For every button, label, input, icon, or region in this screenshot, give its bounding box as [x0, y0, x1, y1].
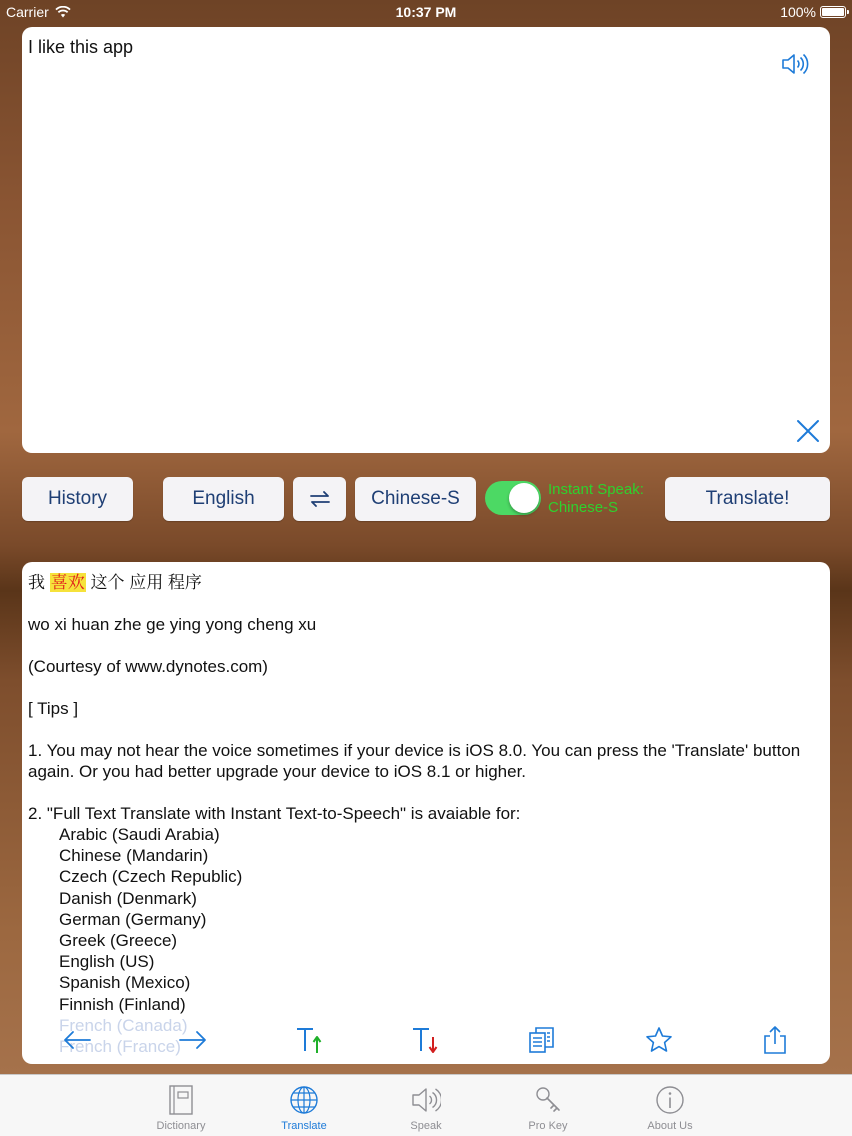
output-text-area[interactable]: [22, 562, 830, 1064]
instant-speak-toggle[interactable]: [485, 481, 541, 515]
zh-rest: 这个 应用 程序: [90, 573, 202, 592]
list-item: Czech (Czech Republic): [59, 867, 243, 887]
globe-icon: [289, 1083, 319, 1117]
output-toolbar: [22, 1020, 830, 1060]
battery-icon: [820, 6, 846, 18]
book-icon: [166, 1083, 196, 1117]
tab-label: About Us: [647, 1120, 693, 1132]
list-item: Finnish (Finland): [59, 994, 186, 1014]
status-right: [780, 4, 846, 20]
source-language-button[interactable]: English: [163, 477, 284, 521]
list-item: Chinese (Mandarin): [59, 846, 209, 866]
tip-2-heading: 2. "Full Text Translate with Instant Text-to-Speech" is avaiable for:: [28, 804, 521, 823]
toggle-knob: [509, 483, 539, 513]
speaker-icon: [411, 1083, 441, 1117]
language-list: [28, 824, 820, 1015]
instant-speak-line1: Instant Speak:: [548, 481, 644, 498]
copy-button[interactable]: [525, 1024, 559, 1056]
list-item: Danish (Denmark): [59, 888, 197, 908]
tab-pro-key[interactable]: [488, 1075, 608, 1136]
arrow-right-icon: [178, 1029, 208, 1051]
zh-word: 我: [28, 573, 45, 592]
share-icon: [760, 1025, 790, 1055]
copy-icon: [527, 1025, 557, 1055]
status-bar: [0, 0, 852, 24]
tab-label: Translate: [281, 1120, 327, 1132]
clear-input-button[interactable]: [796, 419, 820, 443]
arrow-left-icon: [62, 1029, 92, 1051]
tab-label: Pro Key: [528, 1120, 568, 1132]
translation-line: [28, 572, 820, 593]
tab-about-us[interactable]: [610, 1075, 730, 1136]
translate-button[interactable]: Translate!: [665, 477, 830, 521]
star-icon: [644, 1025, 674, 1055]
swap-icon: [309, 491, 331, 507]
back-button[interactable]: [60, 1024, 94, 1056]
list-item: English (US): [59, 952, 155, 972]
history-button[interactable]: History: [22, 477, 133, 521]
list-item: French (Canada): [59, 1015, 188, 1035]
speaker-icon: [780, 51, 810, 77]
battery-percent: 100%: [780, 4, 816, 20]
list-item: French (France): [59, 1037, 181, 1057]
list-item: Greek (Greece): [59, 931, 178, 951]
status-time: 10:37 PM: [395, 4, 457, 20]
tab-label: Dictionary: [156, 1120, 206, 1132]
tab-dictionary[interactable]: [121, 1075, 241, 1136]
tips-heading: [ Tips ]: [28, 699, 79, 718]
text-size-down-icon: [410, 1025, 440, 1055]
instant-speak-label: [548, 481, 644, 517]
input-text-area[interactable]: [22, 27, 830, 453]
list-item: Spanish (Mexico): [59, 973, 191, 993]
tip-1: 1. You may not hear the voice sometimes if your device is iOS 8.0. You can press the 'Translate' button again. Or you had better upgrade your device to iOS 8.1 or higher.: [28, 741, 801, 781]
input-text[interactable]: I like this app: [28, 37, 134, 57]
tab-label: Speak: [410, 1120, 442, 1132]
list-item: Arabic (Saudi Arabia): [59, 825, 220, 844]
pinyin-line: wo xi huan zhe ge ying yong cheng xu: [28, 615, 317, 634]
key-icon: [533, 1083, 563, 1117]
list-item: German (Germany): [59, 909, 207, 929]
tab-speak[interactable]: [366, 1075, 486, 1136]
speak-input-button[interactable]: [780, 51, 810, 77]
swap-languages-button[interactable]: [293, 477, 346, 521]
tab-bar: [0, 1074, 852, 1136]
close-icon: [796, 419, 820, 443]
font-size-up-button[interactable]: [292, 1024, 326, 1056]
tab-translate[interactable]: [244, 1075, 364, 1136]
zh-highlight-word: 喜欢: [50, 573, 85, 592]
controls-row: [0, 477, 852, 523]
target-language-button[interactable]: Chinese-S: [355, 477, 476, 521]
share-button[interactable]: [758, 1024, 792, 1056]
font-size-down-button[interactable]: [408, 1024, 442, 1056]
forward-button[interactable]: [176, 1024, 210, 1056]
carrier-label: Carrier: [6, 4, 49, 20]
output-text: [28, 572, 820, 1057]
courtesy-line: (Courtesy of www.dynotes.com): [28, 657, 268, 676]
text-size-up-icon: [294, 1025, 324, 1055]
favorite-button[interactable]: [642, 1024, 676, 1056]
info-icon: [655, 1083, 685, 1117]
instant-speak-line2: Chinese-S: [548, 499, 619, 516]
